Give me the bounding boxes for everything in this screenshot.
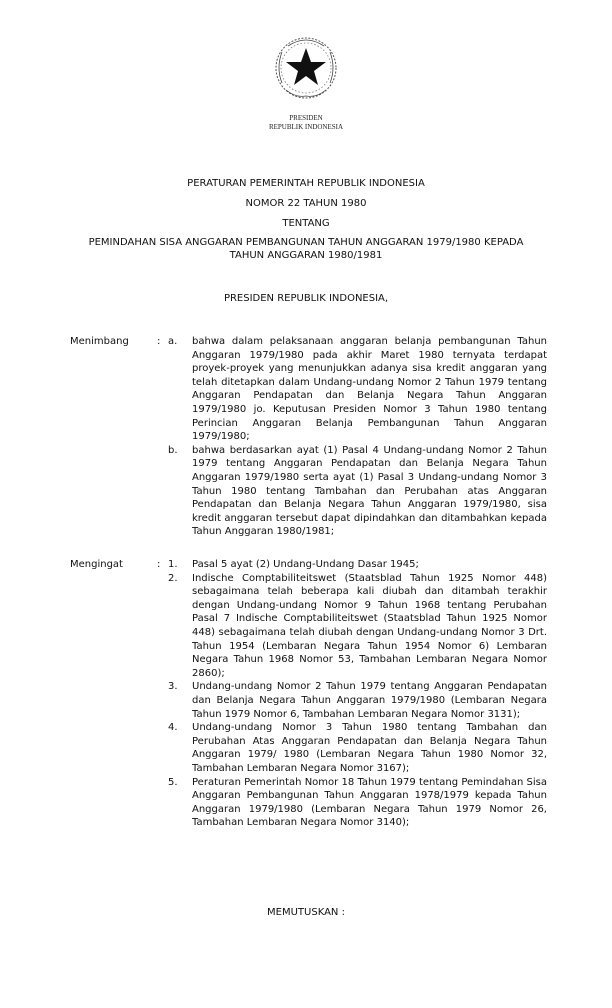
letterhead-line2: REPUBLIK INDONESIA xyxy=(268,123,344,131)
item-text: Indische Comptabiliteitswet (Staatsblad Tahun 1925 Nomor 448) sebagaimana telah beberapa kali diubah dan ditambah terakhir dengan Undang-undang Nomor 9 Tahun 1968 tentang Perubahan Pasal 7 Indische Comptabiliteitswet (Staatsblad Tahun 1925 Nomor 448) sebagaimana telah diubah dengan Undang-undang Nomor 3 Drt. Tahun 1954 (Lembaran Negara Tahun 1954 Nomor 6) Lembaran Negara Tahun 1968 Nomor 53, Tambahan Lembaran Negara Nomor 2860); xyxy=(192,572,547,679)
menimbang-label: Menimbang xyxy=(70,336,129,347)
item-text: bahwa berdasarkan ayat (1) Pasal 4 Undang-undang Nomor 2 Tahun 1979 tentang Anggaran Pendapatan dan Belanja Negara Tahun Anggaran 1979/1980 serta ayat (1) Pasal 3 Undang-undang Nomor 3 Tahun 1980 tentang Tambahan dan Perubahan atas Anggaran Pendapatan dan Belanja Negara Tahun Anggaran 1979/1980, sisa kredit anggaran tersebut dapat dipindahkan dan ditambahkan kepada Tahun Anggaran 1980/1981; xyxy=(192,444,547,538)
document-tentang: TENTANG xyxy=(282,218,330,229)
document-subject-line1: PEMINDAHAN SISA ANGGARAN PEMBANGUNAN TAHUN ANGGARAN 1979/1980 KEPADA xyxy=(88,237,524,248)
decision-heading: MEMUTUSKAN : xyxy=(267,907,345,918)
menimbang-colon: : xyxy=(157,336,161,347)
letterhead-line1: PRESIDEN xyxy=(289,114,323,122)
mengingat-colon: : xyxy=(157,559,161,570)
mengingat-item-5 xyxy=(70,776,550,830)
item-text: bahwa dalam pelaksanaan anggaran belanja pembangunan Tahun Anggaran 1979/1980 pada akhir Maret 1980 ternyata terdapat proyek-proyek yang menunjukkan adanya sisa kredit anggaran yang telah ditetapkan dalam Undang-undang Nomor 2 Tahun 1979 tentang Anggaran Pendapatan dan Belanja Negara Tahun Anggaran 1979/1980 jo. Keputusan Presiden Nomor 3 Tahun 1980 tentang Perincian Anggaran Belanja Pembangunan Tahun Anggaran 1979/1980; xyxy=(192,336,547,443)
document-title: PERATURAN PEMERINTAH REPUBLIK INDONESIA xyxy=(187,178,425,189)
mengingat-item-4 xyxy=(70,721,550,775)
item-marker: 5. xyxy=(168,776,178,788)
mengingat-item-1 xyxy=(70,558,550,572)
item-marker: 1. xyxy=(168,559,178,570)
menimbang-item-a xyxy=(70,335,550,444)
mengingat-item-2 xyxy=(70,572,550,681)
document-subject-line2: TAHUN ANGGARAN 1980/1981 xyxy=(229,250,383,261)
presidential-emblem-icon xyxy=(266,28,346,108)
mengingat-section xyxy=(70,558,550,830)
item-text: Pasal 5 ayat (2) Undang-Undang Dasar 1945; xyxy=(192,559,419,570)
mengingat-label: Mengingat xyxy=(70,559,123,570)
item-text: Peraturan Pemerintah Nomor 18 Tahun 1979 tentang Pemindahan Sisa Anggaran Pembangunan Tahun Anggaran 1978/1979 kepada Tahun Anggaran 1979/1980 (Lembaran Negara Tahun 1979 Nomor 26, Tambahan Lembaran Negara Nomor 3140); xyxy=(192,776,547,829)
item-marker: 2. xyxy=(168,572,178,584)
document-number: NOMOR 22 TAHUN 1980 xyxy=(245,198,367,209)
preamble: PRESIDEN REPUBLIK INDONESIA, xyxy=(223,293,389,304)
mengingat-item-3 xyxy=(70,680,550,721)
item-marker: b. xyxy=(168,444,178,456)
menimbang-item-b xyxy=(70,444,550,539)
item-text: Undang-undang Nomor 2 Tahun 1979 tentang Anggaran Pendapatan dan Belanja Negara Tahun Anggaran 1979/1980 (Lembaran Negara Tahun 1979 Nomor 6, Tambahan Lembaran Negara Nomor 3131); xyxy=(192,681,547,720)
item-text: Undang-undang Nomor 3 Tahun 1980 tentang Tambahan dan Perubahan Atas Anggaran Pendapatan dan Belanja Negara Tahun Anggaran 1979/ 1980 (Lembaran Negara Tahun 1980 Nomor 32, Tambahan Lembaran Negara Nomor 3167); xyxy=(192,722,547,774)
item-marker: 4. xyxy=(168,722,178,734)
menimbang-section xyxy=(70,335,550,539)
item-marker: a. xyxy=(168,336,178,347)
item-marker: 3. xyxy=(168,681,178,693)
